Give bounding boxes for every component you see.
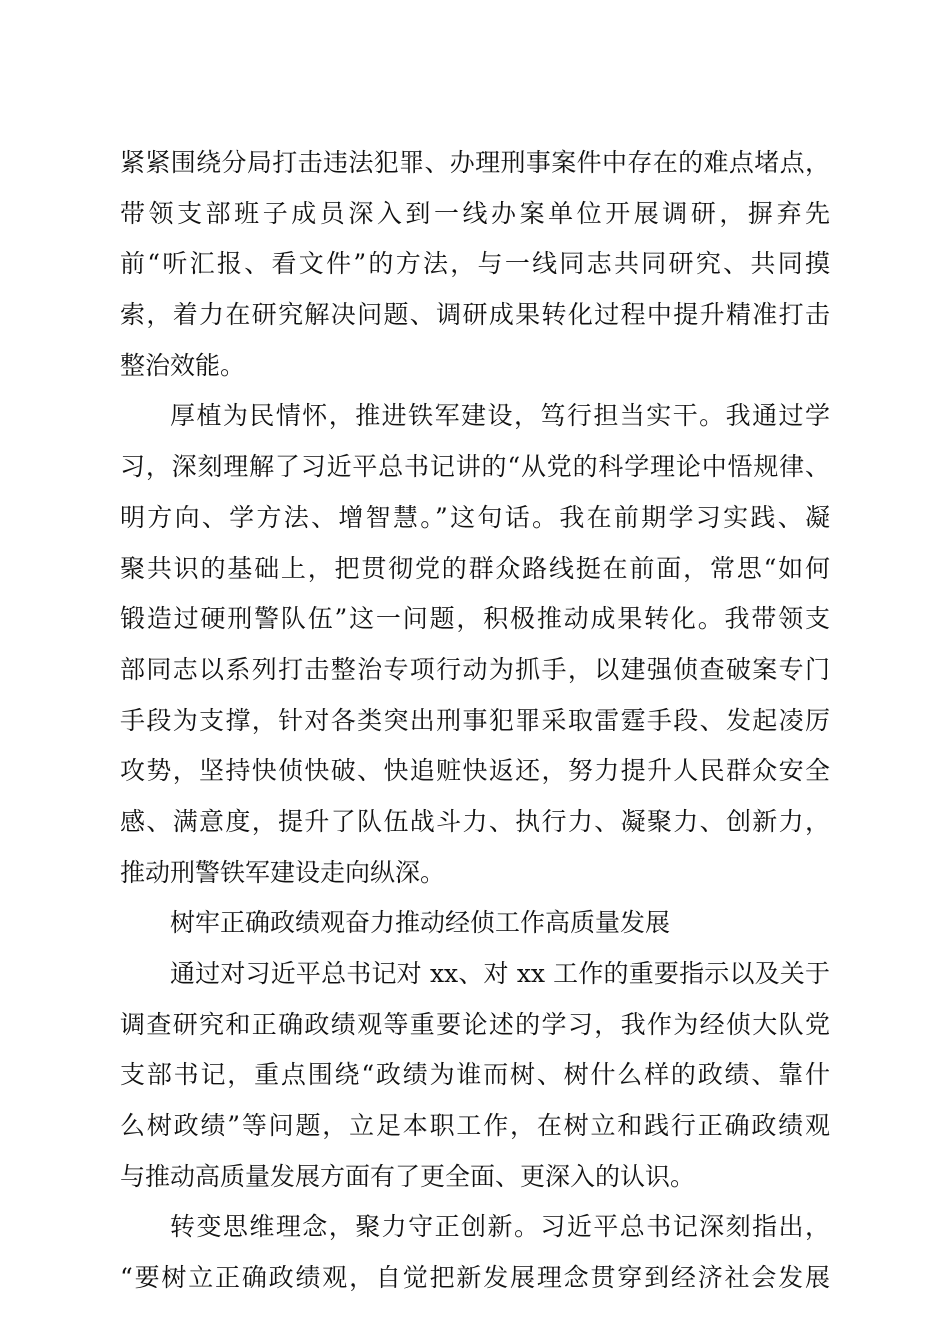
text-line: 习，深刻理解了习近平总书记讲的“从党的科学理论中悟规律、 xyxy=(120,452,830,482)
text-line: 明方向、学方法、增智慧。”这句话。我在前期学习实践、凝 xyxy=(120,502,830,532)
text-line: 调查研究和正确政绩观等重要论述的学习，我作为经侦大队党 xyxy=(120,1009,830,1039)
text-line: 聚共识的基础上，把贯彻党的群众路线挺在前面，常思“如何 xyxy=(120,553,830,583)
text-line: 感、满意度，提升了队伍战斗力、执行力、凝聚力、创新力， xyxy=(120,806,830,836)
text-line: 么树政绩”等问题，立足本职工作，在树立和践行正确政绩观 xyxy=(120,1111,830,1141)
text-line: 带领支部班子成员深入到一线办案单位开展调研，摒弃先 xyxy=(120,198,830,228)
text-line: 厚植为民情怀，推进铁军建设，笃行担当实干。我通过学 xyxy=(170,401,830,431)
text-line: 支部书记，重点围绕“政绩为谁而树、树什么样的政绩、靠什 xyxy=(120,1060,830,1090)
section-heading: 树牢正确政绩观奋力推动经侦工作高质量发展 xyxy=(170,908,671,938)
text-line: 整治效能。 xyxy=(120,350,246,380)
text-line: 索，着力在研究解决问题、调研成果转化过程中提升精准打击 xyxy=(120,300,830,330)
text-line: 部同志以系列打击整治专项行动为抓手，以建强侦查破案专门 xyxy=(120,654,830,684)
text-line: 紧紧围绕分局打击违法犯罪、办理刑事案件中存在的难点堵点， xyxy=(120,148,830,177)
text-line: 与推动高质量发展方面有了更全面、更深入的认识。 xyxy=(120,1161,696,1191)
text-line: 锻造过硬刑警队伍”这一问题，积极推动成果转化。我带领支 xyxy=(120,604,830,634)
text-line: “要树立正确政绩观，自觉把新发展理念贯穿到经济社会发展 xyxy=(120,1263,830,1293)
text-line: 转变思维理念，聚力守正创新。习近平总书记深刻指出， xyxy=(170,1212,830,1242)
text-line: 推动刑警铁军建设走向纵深。 xyxy=(120,857,446,887)
text-line: 攻势，坚持快侦快破、快追赃快返还，努力提升人民群众安全 xyxy=(120,756,830,786)
document-body xyxy=(120,138,830,1304)
text-line: 通过对习近平总书记对 xx、对 xx 工作的重要指示以及关于 xyxy=(170,959,830,988)
text-line: 前“听汇报、看文件”的方法，与一线同志共同研究、共同摸 xyxy=(120,249,830,279)
text-line: 手段为支撑，针对各类突出刑事犯罪采取雷霆手段、发起凌厉 xyxy=(120,705,830,735)
